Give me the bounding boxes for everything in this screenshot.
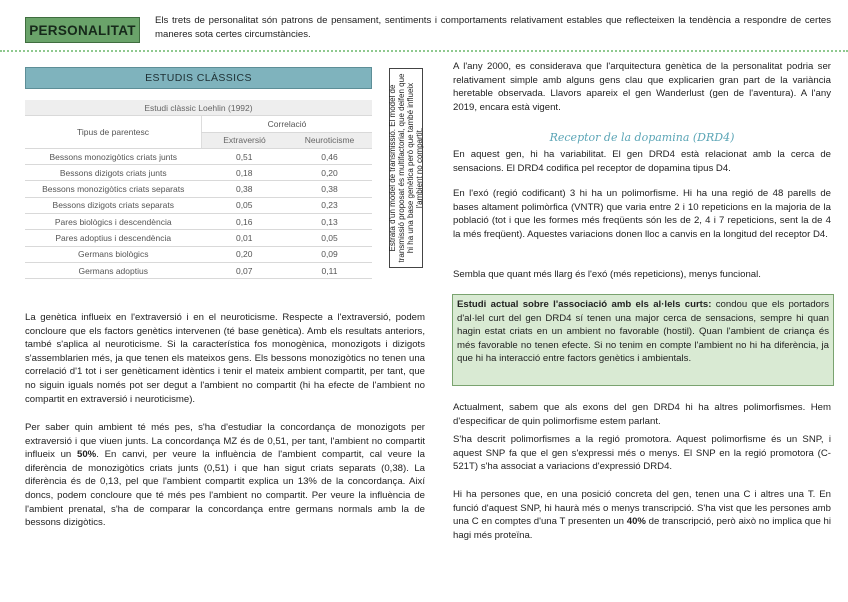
left-paragraph-2-percent: 50% bbox=[77, 449, 97, 461]
dotted-divider bbox=[0, 50, 848, 52]
left-paragraph-2-end: . En canvi, per veure la influència de l'ambient compartit, cal veure la diferència de monozigòtics criats junts (0,51) i que han sigut criats separats (0,38). La diferència és de 0,13, pel que l'ambient compartit explica un 13% de la concordança. Així doncs, podem concloure que té més pes l'ambient no compartit. Per veure la influència de l'ambient prenatal, s'ha de comparar la concordança entre germans normals amb la de bessons dizigòtics. bbox=[25, 449, 425, 529]
section-badge: PERSONALITAT bbox=[25, 17, 140, 43]
table-row bbox=[25, 230, 372, 246]
extraversion-value: 0,18 bbox=[202, 165, 288, 181]
right-paragraph-7-start: Hi ha persones que, en una posició concreta del gen, tenen una C i altres una T. En funció d'aquest SNP, hi haurà més o menys transcripció. S'ha vist que les persones amb una C en comptes d'una T presenten un bbox=[453, 489, 831, 528]
row-label: Bessons monozigòtics criats separats bbox=[25, 181, 202, 197]
neuroticism-value: 0,09 bbox=[287, 246, 372, 262]
extraversion-value: 0,05 bbox=[202, 197, 288, 213]
classic-studies-banner: ESTUDIS CLÀSSICS bbox=[25, 67, 372, 89]
extraversion-value: 0,51 bbox=[202, 148, 288, 164]
table-row bbox=[25, 246, 372, 262]
neuroticism-value: 0,11 bbox=[287, 262, 372, 278]
row-label: Pares adoptius i descendència bbox=[25, 230, 202, 246]
right-paragraph-7 bbox=[453, 488, 831, 542]
col-header-neuroticism: Neuroticisme bbox=[287, 132, 372, 148]
extraversion-value: 0,20 bbox=[202, 246, 288, 262]
left-paragraph-1: La genètica influeix en l'extraversió i en el neuroticisme. Respecte a l'extraversió, podem concloure que els factors genètics intervenen (té base genètica). Amb els resultats anteriors, també s'aplica al neuroticisme. Si la característica fos monogènica, monozigots i dizigots s'assemblarien més, ja que tenen els mateixos gens. Els bessons monozigòtics no tenen una correlació d'1 tot i ser genèticament idèntics i tenir el mateix ambient compartit, per tant, que no siguin iguals només pot ser degut a l'ambient no compartit (hi ha efecte de l'ambient no compartit en extraversió i neuroticisme). bbox=[25, 312, 425, 405]
row-label: Germans biològics bbox=[25, 246, 202, 262]
extraversion-value: 0,01 bbox=[202, 230, 288, 246]
extraversion-value: 0,07 bbox=[202, 262, 288, 278]
table-row bbox=[25, 197, 372, 213]
col-header-extraversion: Extraversió bbox=[202, 132, 288, 148]
table-row bbox=[25, 214, 372, 230]
right-paragraph-5: Actualment, sabem que als exons del gen DRD4 hi ha altres polimorfismes. Hem d'especificar de quin polimorfisme estem parlant. bbox=[453, 402, 831, 427]
drd4-subheading: Receptor de la dopamina (DRD4) bbox=[549, 131, 735, 144]
right-paragraph-2: En aquest gen, hi ha variabilitat. El gen DRD4 està relacionat amb la cerca de sensacions. El DRD4 codifica pel receptor de dopamina tipus D4. bbox=[453, 149, 831, 174]
current-study-text: condou que els portadors d'al·lel curt del gen DRD4 sí tenen una major cerca de sensacions, sempre hi quan hagin estat criats en un ambient no favorable (hostil). Quan l'ambient de criança és més favorable no tenen efecte. Si no tenim en compte l'ambient no hi ha diferència, ja que hi ha interacció entre factors genètics i ambientals. bbox=[457, 299, 829, 365]
right-paragraph-7-end: de transcripció, però això no implica que hi hagi més proteïna. bbox=[453, 516, 831, 541]
table-title-row bbox=[25, 100, 372, 116]
right-paragraph-3: En l'exó (regió codificant) 3 hi ha un polimorfisme. Hi ha una regió de 48 parells de bases altament polimòrfica (VNTR) que varia entre 2 i 10 repeticions en la majoria de la població (tot i que les formes més freqüents són les de 2, 4 i 7 repeticions, sent la de 4 la més freqüent). Aquestes variacions donen lloc a canvis en la longitud del receptor D4. bbox=[453, 188, 831, 240]
extraversion-value: 0,38 bbox=[202, 181, 288, 197]
right-paragraph-4: Sembla que quant més llarg és l'exó (més repeticions), menys funcional. bbox=[453, 269, 761, 280]
neuroticism-value: 0,46 bbox=[287, 148, 372, 164]
table-row bbox=[25, 181, 372, 197]
table-title: Estudi clàssic Loehlin (1992) bbox=[25, 100, 372, 116]
left-paragraph-2 bbox=[25, 421, 425, 530]
left-paragraph-2-start: Per saber quin ambient té més pes, s'ha d'estudiar la concordança de monozigots per extraversió i que viuen junts. La concordança MZ és de 0,51, per tant, l'ambient no compartit influeix un bbox=[25, 422, 425, 461]
col-header-kinship: Tipus de parentesc bbox=[25, 116, 202, 149]
neuroticism-value: 0,23 bbox=[287, 197, 372, 213]
transmission-model-note bbox=[389, 68, 423, 268]
extraversion-value: 0,16 bbox=[202, 214, 288, 230]
right-paragraph-7-percent: 40% bbox=[626, 516, 646, 528]
current-study-title: Estudi actual sobre l'associació amb els al·lels curts: bbox=[457, 299, 712, 310]
neuroticism-value: 0,13 bbox=[287, 214, 372, 230]
loehlin-table bbox=[25, 100, 372, 279]
row-label: Bessons monozigòtics criats junts bbox=[25, 148, 202, 164]
table-header-row bbox=[25, 116, 372, 132]
row-label: Bessons dizigots criats junts bbox=[25, 165, 202, 181]
table-row bbox=[25, 262, 372, 278]
neuroticism-value: 0,05 bbox=[287, 230, 372, 246]
intro-text: Els trets de personalitat són patrons de pensament, sentiments i comportaments relativament estables que reflecteixen la tendència a respondre de certes maneres sota certes circumstàncies. bbox=[155, 15, 831, 40]
row-label: Germans adoptius bbox=[25, 262, 202, 278]
neuroticism-value: 0,38 bbox=[287, 181, 372, 197]
current-study-box bbox=[452, 294, 834, 386]
transmission-model-text: Estrata d'un model de transmissió. El model de transmissió proposat és multifactorial, que deifen que hi ha una base genètica però que també influeix l'ambient no compartit. bbox=[388, 73, 424, 263]
row-label: Bessons dizigots criats separats bbox=[25, 197, 202, 213]
neuroticism-value: 0,20 bbox=[287, 165, 372, 181]
table-row bbox=[25, 165, 372, 181]
table-row bbox=[25, 148, 372, 164]
col-header-correlation: Correlació bbox=[202, 116, 373, 132]
right-paragraph-1: A l'any 2000, es considerava que l'arquitectura genètica de la personalitat podria ser relativament simple amb alguns gens clau que explicarien gran part de la variància heretable observada. Llavors apareix el gen Wanderlust (gen de l'aventura). A l'any 2019, encara està vigent. bbox=[453, 61, 831, 113]
right-paragraph-6: S'ha descrit polimorfismes a la regió promotora. Aquest polimorfisme és un SNP, i aquest SNP fa que el gen s'expressi més o menys. El SNP en la regió promotora (C-521T) s'ha associat a variacions d'expressió DRD4. bbox=[453, 434, 831, 473]
row-label: Pares biològics i descendència bbox=[25, 214, 202, 230]
